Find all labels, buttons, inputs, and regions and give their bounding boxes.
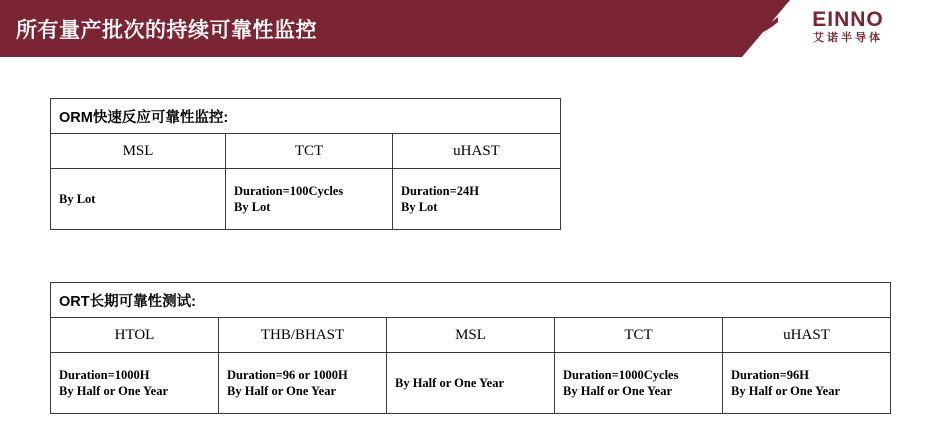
ort-table-title: ORT长期可靠性测试: bbox=[51, 283, 891, 318]
cell-line: By Half or One Year bbox=[227, 384, 337, 398]
cell-line: By Half or One Year bbox=[563, 384, 673, 398]
column-header-htol: HTOL bbox=[51, 318, 219, 353]
cell-line: By Half or One Year bbox=[731, 384, 841, 398]
cell-line: By Lot bbox=[401, 200, 438, 214]
orm-table-container bbox=[50, 98, 561, 230]
cell-line: Duration=24H bbox=[401, 184, 479, 198]
cell-line: Duration=96H bbox=[731, 368, 809, 382]
table-header-row bbox=[51, 134, 561, 169]
cell-htol bbox=[51, 353, 219, 414]
column-header-tct: TCT bbox=[226, 134, 393, 169]
page-header bbox=[0, 0, 930, 57]
table-title-row bbox=[51, 283, 891, 318]
cell-line: By Half or One Year bbox=[395, 376, 505, 390]
cell-line: Duration=100Cycles bbox=[234, 184, 344, 198]
column-header-msl: MSL bbox=[51, 134, 226, 169]
ort-table-container bbox=[50, 282, 891, 414]
orm-table bbox=[50, 98, 561, 230]
cell-line: Duration=1000Cycles bbox=[563, 368, 679, 382]
page-title: 所有量产批次的持续可靠性监控 bbox=[16, 19, 317, 42]
cell-thb-bhast bbox=[219, 353, 387, 414]
cell-msl bbox=[51, 169, 226, 230]
orm-table-title: ORM快速反应可靠性监控: bbox=[51, 99, 561, 134]
table-title-row bbox=[51, 99, 561, 134]
cell-line: By Lot bbox=[59, 192, 96, 206]
column-header-tct: TCT bbox=[555, 318, 723, 353]
logo-subtitle: 艾诺半导体 bbox=[813, 32, 883, 44]
cell-msl bbox=[387, 353, 555, 414]
swoosh-icon bbox=[722, 16, 780, 42]
ort-table bbox=[50, 282, 891, 414]
cell-uhast bbox=[393, 169, 561, 230]
column-header-msl: MSL bbox=[387, 318, 555, 353]
table-row bbox=[51, 353, 891, 414]
cell-tct bbox=[555, 353, 723, 414]
cell-line: Duration=96 or 1000H bbox=[227, 368, 348, 382]
cell-line: By Half or One Year bbox=[59, 384, 169, 398]
logo-name: EINNO bbox=[812, 8, 884, 31]
cell-tct bbox=[226, 169, 393, 230]
table-header-row bbox=[51, 318, 891, 353]
column-header-uhast: uHAST bbox=[723, 318, 891, 353]
column-header-uhast: uHAST bbox=[393, 134, 561, 169]
table-row bbox=[51, 169, 561, 230]
cell-uhast bbox=[723, 353, 891, 414]
cell-line: By Lot bbox=[234, 200, 271, 214]
column-header-thb-bhast: THB/BHAST bbox=[219, 318, 387, 353]
company-logo bbox=[784, 8, 912, 45]
cell-line: Duration=1000H bbox=[59, 368, 150, 382]
